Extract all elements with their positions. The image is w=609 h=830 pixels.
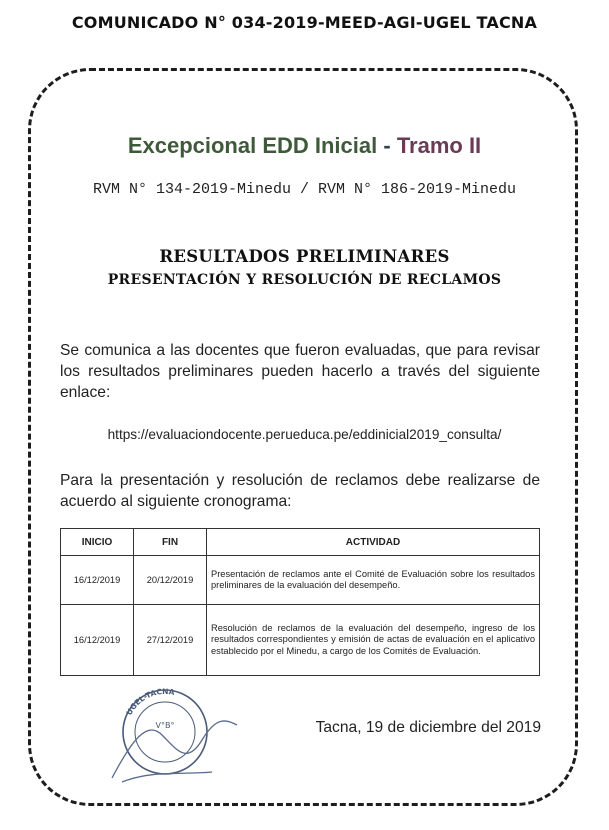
table-header-row: [61, 529, 540, 556]
schedule-paragraph: Para la presentación y resolución de reclamos debe realizarse de acuerdo al siguiente cronograma:: [60, 472, 540, 510]
main-heading-part1: Excepcional EDD Inicial: [127, 133, 378, 158]
place-date: Tacna, 19 de diciembre del 2019: [315, 719, 541, 736]
header-inicio: INICIO: [61, 529, 134, 556]
signature-icon: [112, 721, 237, 782]
official-seal-signature: [92, 680, 242, 790]
resolution-reference: RVM N° 134-2019-Minedu / RVM N° 186-2019-Minedu: [92, 181, 517, 198]
cell-inicio: 16/12/2019: [61, 605, 134, 676]
cell-actividad: Presentación de reclamos ante el Comité de Evaluación sobre los resultados preliminares de la evaluación del desempeño.: [207, 556, 540, 605]
main-heading: [0, 133, 609, 159]
document-title: COMUNICADO N° 034-2019-MEED-AGI-UGEL TACNA: [71, 13, 538, 32]
cell-actividad: Resolución de reclamos de la evaluación del desempeño, ingreso de los resultados correspondientes y emisión de actas de evaluación en el aplicativo establecido por el Minedu, a cargo de los Comités de Evaluación.: [207, 605, 540, 676]
seal-mark: V°B°: [155, 721, 175, 730]
header-actividad: ACTIVIDAD: [207, 529, 540, 556]
table-row: [61, 556, 540, 605]
main-heading-part2: Tramo II: [396, 133, 482, 158]
header-fin: FIN: [134, 529, 207, 556]
subtitle-results: RESULTADOS PRELIMINARES: [159, 247, 450, 266]
cell-fin: 27/12/2019: [134, 605, 207, 676]
cell-inicio: 16/12/2019: [61, 556, 134, 605]
intro-paragraph: Se comunica a las docentes que fueron evaluadas, que para revisar los resultados preliminares pueden hacerlo a través del siguiente enlace:: [60, 342, 540, 401]
consulta-link[interactable]: https://evaluaciondocente.perueduca.pe/eddinicial2019_consulta/: [107, 427, 502, 442]
table-row: [61, 605, 540, 676]
schedule-table: [60, 528, 540, 676]
subtitle-claims: PRESENTACIÓN Y RESOLUCIÓN DE RECLAMOS: [107, 272, 502, 288]
seal-text: UGEL-TACNA: [124, 686, 176, 717]
cell-fin: 20/12/2019: [134, 556, 207, 605]
main-heading-separator: -: [377, 133, 397, 158]
